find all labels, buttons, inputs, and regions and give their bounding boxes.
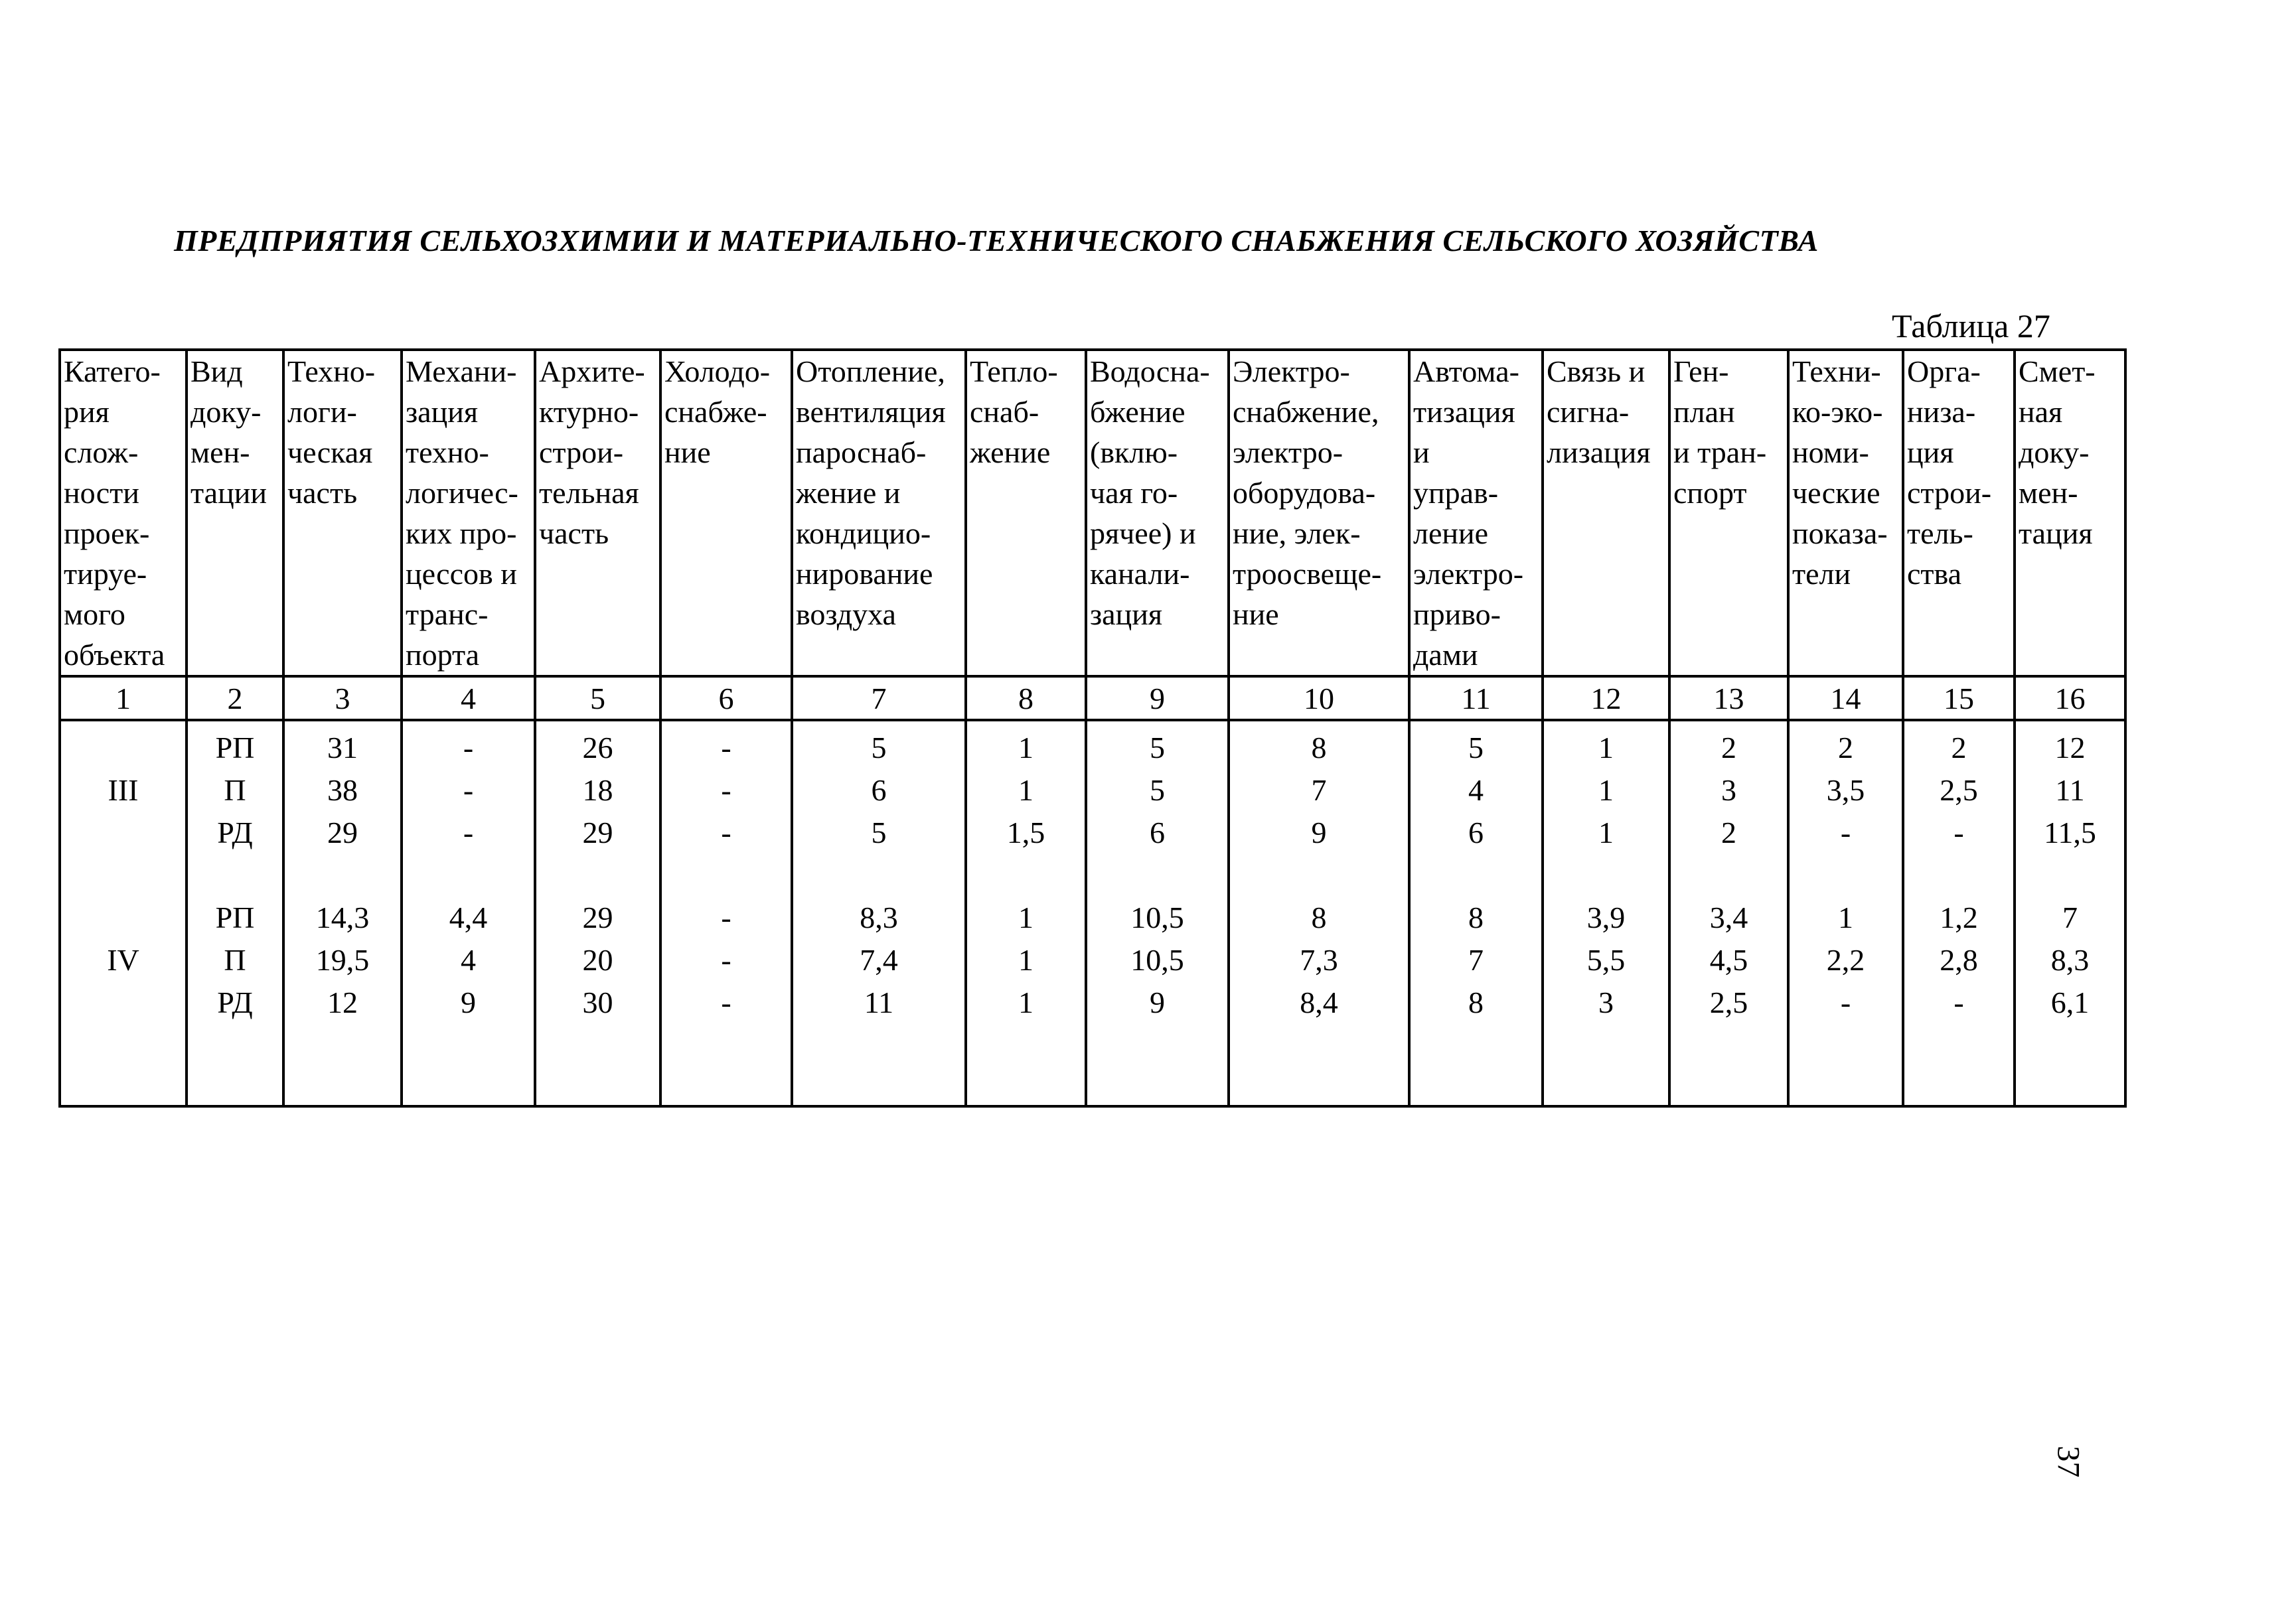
value-cell: 11 (864, 985, 894, 1019)
value-cell: 1 (1598, 816, 1614, 849)
column-header: Вид доку- мен- тации (187, 350, 283, 676)
value-cell: - (463, 731, 474, 765)
value-cell: 26 (582, 731, 613, 765)
column-header: Тепло- снаб- жение (966, 350, 1086, 676)
value-cell: 5 (1150, 731, 1165, 765)
value-cell: 1 (1838, 901, 1853, 934)
value-cell: - (721, 816, 731, 849)
value-cell: 7,4 (860, 943, 898, 977)
column-number-row (60, 676, 2125, 720)
column-header: Техно- логи- ческая часть (283, 350, 402, 676)
column-header: Водосна- бжение (вклю- чая го- рячее) и канали- зация (1086, 350, 1229, 676)
value-cell: 7,3 (1300, 943, 1338, 977)
data-column-cell (2015, 720, 2125, 1106)
value-cell: - (721, 901, 731, 934)
column-number: 2 (187, 676, 283, 720)
value-cell: 20 (582, 943, 613, 977)
value-cell: 1 (1018, 901, 1033, 934)
value-cell: 7 (1311, 773, 1327, 807)
value-cell: 3,9 (1586, 901, 1626, 934)
data-column-cell (660, 720, 792, 1106)
column-number: 10 (1229, 676, 1409, 720)
category-cell: IV (107, 943, 139, 977)
value-cell: 9 (1311, 816, 1327, 849)
value-cell: 4,4 (449, 901, 488, 934)
column-header: Отопление, вентиляция пароснаб- жение и кондицио- нирование воздуха (792, 350, 966, 676)
column-header: Холодо- снабже- ние (660, 350, 792, 676)
value-cell: 9 (1150, 985, 1165, 1019)
value-cell: 12 (2054, 731, 2086, 765)
value-cell: 2,5 (1709, 985, 1748, 1019)
value-cell: 3,4 (1709, 901, 1748, 934)
value-cell: 29 (582, 901, 613, 934)
column-number: 15 (1903, 676, 2015, 720)
value-cell: 4 (1468, 773, 1484, 807)
value-cell: - (721, 773, 731, 807)
doc-type-cell: РД (217, 816, 253, 849)
page-number: 37 (2050, 1445, 2086, 1478)
data-column-cell (402, 720, 535, 1106)
value-cell: 10,5 (1130, 901, 1184, 934)
cost-distribution-table (58, 348, 2127, 1108)
column-header: Автома- тизация и управ- ление электро- приво- дами (1409, 350, 1543, 676)
column-number: 11 (1409, 676, 1543, 720)
column-number: 1 (60, 676, 187, 720)
column-number: 13 (1669, 676, 1788, 720)
data-column-cell (60, 720, 187, 1106)
page-title: ПРЕДПРИЯТИЯ СЕЛЬХОЗХИМИИ И МАТЕРИАЛЬНО-ТЕХНИЧЕСКОГО СНАБЖЕНИЯ СЕЛЬСКОГО ХОЗЯЙСТВА (174, 224, 1819, 257)
value-cell: 2 (1951, 731, 1967, 765)
value-cell: 1 (1018, 943, 1033, 977)
value-cell: 8 (1468, 985, 1484, 1019)
data-column-cell (1788, 720, 1903, 1106)
column-header: Архите- ктурно- строи- тельная часть (535, 350, 660, 676)
value-cell: - (463, 816, 474, 849)
value-cell: - (1953, 985, 1964, 1019)
column-number: 6 (660, 676, 792, 720)
value-cell: 2 (1721, 816, 1736, 849)
column-number: 12 (1543, 676, 1669, 720)
table-header-row (60, 350, 2125, 676)
value-cell: 1 (1018, 731, 1033, 765)
value-cell: 5 (1468, 731, 1484, 765)
value-cell: 1,5 (1006, 816, 1045, 849)
value-cell: 6 (1150, 816, 1165, 849)
data-column-cell (283, 720, 402, 1106)
value-cell: 1,2 (1940, 901, 1978, 934)
data-column-cell (1229, 720, 1409, 1106)
column-number: 4 (402, 676, 535, 720)
column-header: Катего- рия слож- ности проек- тируе- мого объекта (60, 350, 187, 676)
value-cell: 18 (582, 773, 613, 807)
value-cell: 2,8 (1940, 943, 1978, 977)
value-cell: 5,5 (1586, 943, 1626, 977)
value-cell: 8 (1468, 901, 1484, 934)
data-column-cell (1409, 720, 1543, 1106)
value-cell: 31 (327, 731, 358, 765)
value-cell: 1 (1598, 731, 1614, 765)
value-cell: 8 (1311, 731, 1327, 765)
column-number: 3 (283, 676, 402, 720)
value-cell: 2,5 (1940, 773, 1978, 807)
doc-type-cell: РД (217, 985, 253, 1019)
value-cell: 8,3 (2050, 943, 2090, 977)
value-cell: 2,2 (1826, 943, 1865, 977)
value-cell: - (1840, 816, 1851, 849)
value-cell: 2 (1838, 731, 1853, 765)
value-cell: 6 (1468, 816, 1484, 849)
value-cell: - (1953, 816, 1964, 849)
value-cell: 9 (461, 985, 476, 1019)
value-cell: 14,3 (315, 901, 370, 934)
value-cell: 7 (2062, 901, 2078, 934)
value-cell: 1 (1598, 773, 1614, 807)
value-cell: 2 (1721, 731, 1736, 765)
column-header: Связь и сигна- лизация (1543, 350, 1669, 676)
column-number: 16 (2015, 676, 2125, 720)
column-number: 8 (966, 676, 1086, 720)
table-label: Таблица 27 (1892, 307, 2050, 344)
column-header: Орга- низа- ция строи- тель- ства (1903, 350, 2015, 676)
value-cell: 8,4 (1300, 985, 1338, 1019)
value-cell: - (721, 943, 731, 977)
value-cell: 12 (327, 985, 358, 1019)
value-cell: 8 (1311, 901, 1327, 934)
column-header: Электро- снабжение, электро- оборудова- ние, элек- троосвеще- ние (1229, 350, 1409, 676)
value-cell: 11,5 (2044, 816, 2096, 849)
value-cell: - (721, 731, 731, 765)
value-cell: 5 (1150, 773, 1165, 807)
value-cell: 3,5 (1826, 773, 1865, 807)
column-header: Ген- план и тран- спорт (1669, 350, 1788, 676)
value-cell: 11 (2055, 773, 2085, 807)
data-column-cell (1669, 720, 1788, 1106)
value-cell: 1 (1018, 773, 1033, 807)
data-column-cell (792, 720, 966, 1106)
column-number: 5 (535, 676, 660, 720)
value-cell: 38 (327, 773, 358, 807)
value-cell: 5 (871, 731, 887, 765)
data-column-cell (1086, 720, 1229, 1106)
column-number: 9 (1086, 676, 1229, 720)
category-cell: III (108, 773, 139, 807)
column-number: 14 (1788, 676, 1903, 720)
value-cell: 4,5 (1709, 943, 1748, 977)
value-cell: 3 (1598, 985, 1614, 1019)
table-body-row (60, 720, 2125, 1106)
data-column-cell (535, 720, 660, 1106)
data-column-cell (966, 720, 1086, 1106)
value-cell: - (463, 773, 474, 807)
data-column-cell (187, 720, 283, 1106)
value-cell: - (1840, 985, 1851, 1019)
value-cell: 30 (582, 985, 613, 1019)
doc-type-cell: РП (215, 731, 255, 765)
doc-type-cell: П (224, 943, 246, 977)
value-cell: 19,5 (315, 943, 370, 977)
value-cell: 8,3 (860, 901, 898, 934)
value-cell: 6,1 (2050, 985, 2090, 1019)
value-cell: - (721, 985, 731, 1019)
data-column-cell (1543, 720, 1669, 1106)
value-cell: 4 (461, 943, 476, 977)
doc-type-cell: П (224, 773, 246, 807)
value-cell: 7 (1468, 943, 1484, 977)
column-number: 7 (792, 676, 966, 720)
doc-type-cell: РП (215, 901, 255, 934)
column-header: Техни- ко-эко- номи- ческие показа- тели (1788, 350, 1903, 676)
value-cell: 3 (1721, 773, 1736, 807)
value-cell: 10,5 (1130, 943, 1184, 977)
value-cell: 5 (871, 816, 887, 849)
column-header: Механи- зация техно- логичес- ких про- цессов и транс- порта (402, 350, 535, 676)
value-cell: 29 (327, 816, 358, 849)
value-cell: 6 (871, 773, 887, 807)
value-cell: 1 (1018, 985, 1033, 1019)
column-header: Смет- ная доку- мен- тация (2015, 350, 2125, 676)
value-cell: 29 (582, 816, 613, 849)
data-column-cell (1903, 720, 2015, 1106)
